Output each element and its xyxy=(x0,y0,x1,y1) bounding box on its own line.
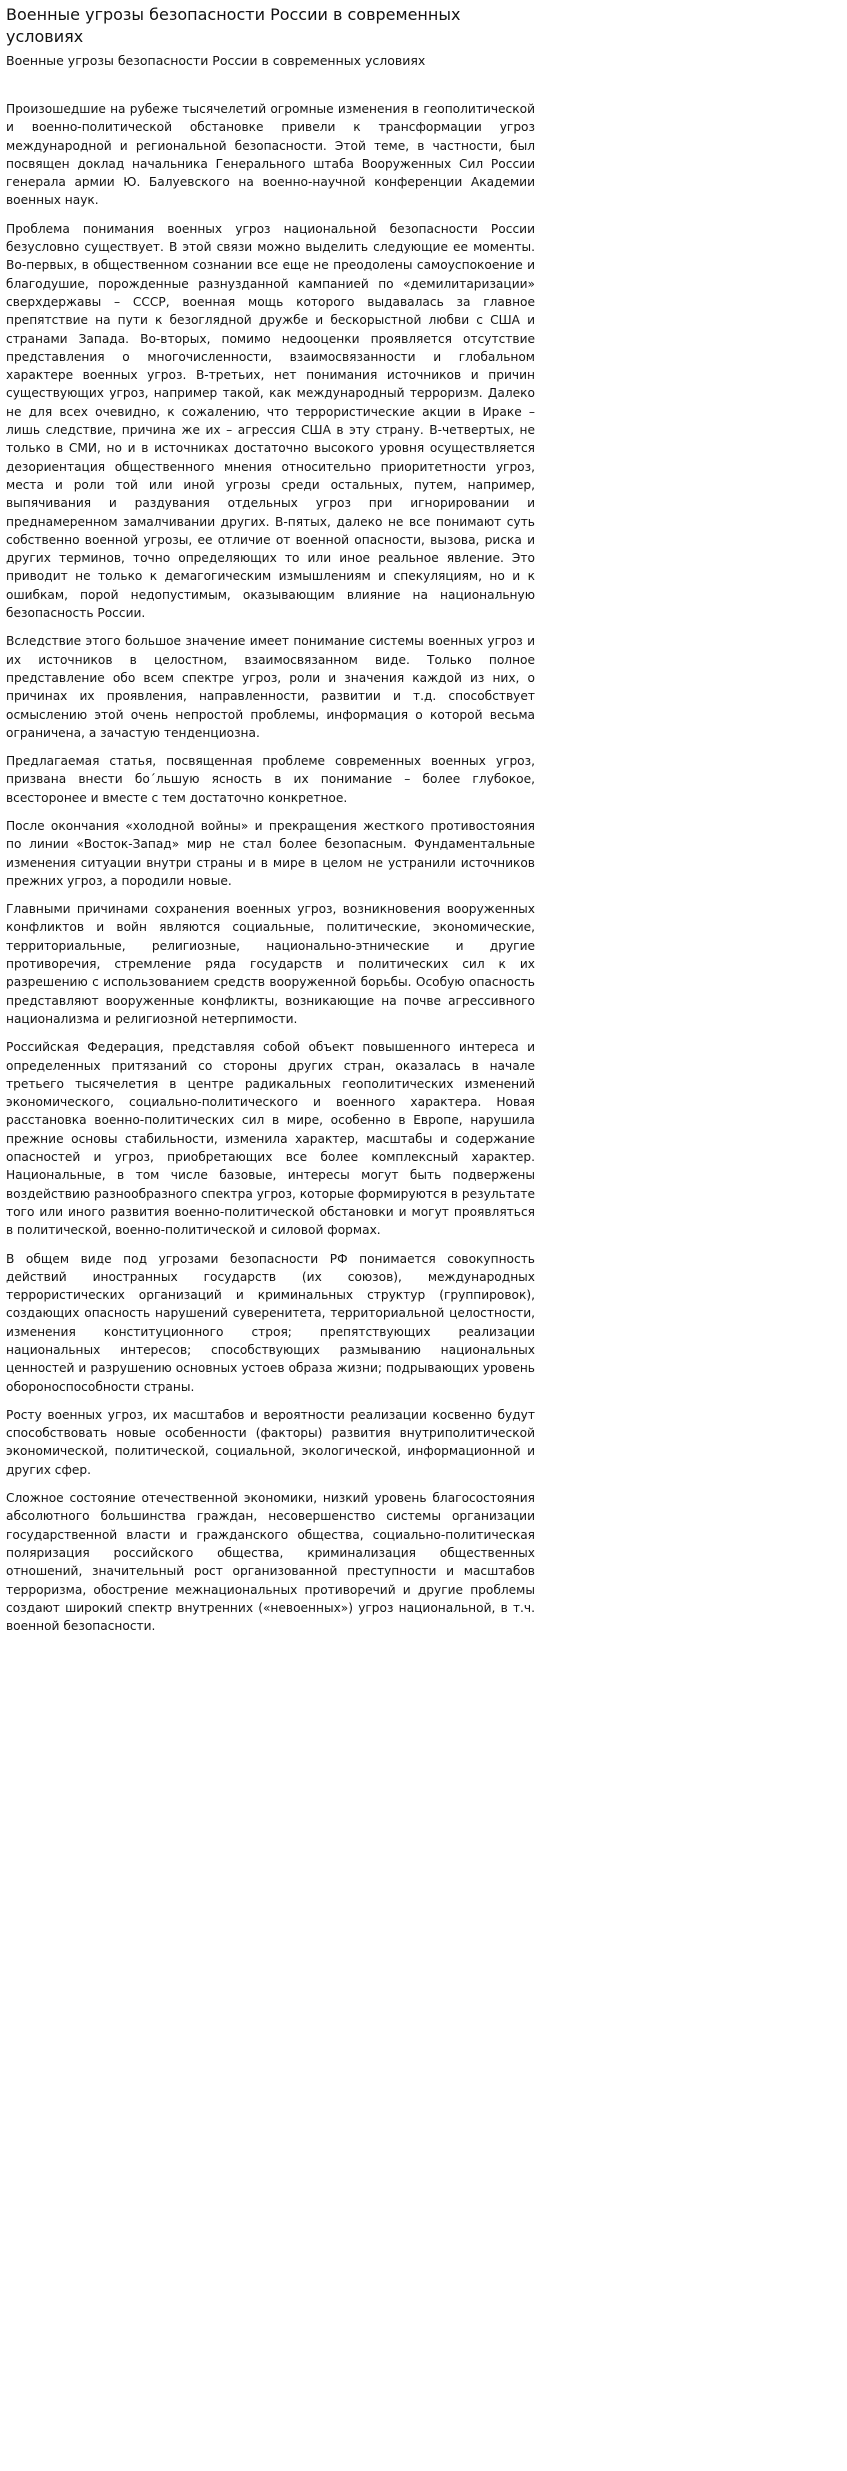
paragraph-10: Сложное состояние отечественной экономики, низкий уровень благосостояния абсолютного большинства граждан, несовершенство системы организации государственной власти и гражданского общества, социально-политическая поляризация российского общества, криминализация общественных отношений, значительный рост организованной преступности и масштабов терроризма, обострение межнациональных противоречий и другие проблемы создают широкий спектр внутренних («невоенных») угроз национальной, в т.ч. военной безопасности. xyxy=(6,1491,535,1634)
paragraph-9: Росту военных угроз, их масштабов и вероятности реализации косвенно будут способствовать новые особенности (факторы) развития внутриполитической экономической, политической, социальной, экологической, информационной и других сфер. xyxy=(6,1407,535,1477)
paragraph-5: После окончания «холодной войны» и прекращения жесткого противостояния по линии «Восток-Запад» мир не стал более безопасным. Фундаментальные изменения ситуации внутри страны и в мире в целом не устранили источников прежних угроз, а породили новые. xyxy=(6,818,535,888)
paragraph-3: Вследствие этого большое значение имеет понимание системы военных угроз и их источников в целостном, взаимосвязанном виде. Только полное представление обо всем спектре угроз, роли и значения каждой из них, о причинах их проявления, направленности, развитии и т.д. способствует осмыслению этой очень непростой проблемы, информация о которой весьма ограничена, а зачастую тенденциозна. xyxy=(6,634,535,740)
article xyxy=(0,0,541,1635)
paragraph-1: Произошедшие на рубеже тысячелетий огромные изменения в геополитической и военно-политической обстановке привели к трансформации угроз международной и региональной безопасности. Этой теме, в частности, был посвящен доклад начальника Генерального штаба Вооруженных Сил России генерала армии Ю. Балуевского на военно-научной конференции Академии военных наук. xyxy=(6,102,535,208)
page-title: Военные угрозы безопасности России в современных условиях xyxy=(6,5,461,46)
paragraph-4: Предлагаемая статья, посвященная проблеме современных военных угроз, призвана внести бо´льшую ясность в их понимание – более глубокое, всесторонее и вместе с тем достаточно конкретное. xyxy=(6,754,535,805)
paragraph-2: Проблема понимания военных угроз национальной безопасности России безусловно существует. В этой связи можно выделить следующие ее моменты. Во-первых, в общественном сознании все еще не преодолены самоуспокоение и благодушие, порожденные разнузданной кампанией по «демилитаризации» сверхдержавы – СССР, военная мощь которого выдавалась за главное препятствие на пути к безоглядной дружбе и бескорыстной любви с США и странами Запада. Во-вторых, помимо недооценки проявляется отсутствие представления о многочисленности, взаимосвязанности и глобальном характере военных угроз. В-третьих, нет понимания источников и причин существующих угроз, например такой, как международный терроризм. Далеко не для всех очевидно, к сожалению, что террористические акции в Ираке – лишь следствие, причина же их – агрессия США в эту страну. В-четвертых, не только в СМИ, но и в источниках достаточно высокого уровня осуществляется дезориентация общественного мнения относительно приоритетности угроз, места и роли той или иной угрозы среди остальных, путем, например, выпячивания и раздувания отдельных угроз при игнорировании и преднамеренном замалчивании других. В-пятых, далеко не все понимают суть собственно военной угрозы, ее отличие от военной опасности, вызова, риска и других терминов, точно определяющих то или иное реальное явление. Это приводит не только к демагогическим измышлениям и спекуляциям, но и к ошибкам, порой недопустимым, оказывающим влияние на национальную безопасность России. xyxy=(6,221,535,621)
page-subtitle: Военные угрозы безопасности России в современных условиях xyxy=(6,53,426,68)
paragraph-7: Российская Федерация, представляя собой объект повышенного интереса и определенных притязаний со стороны других стран, оказалась в начале третьего тысячелетия в центре радикальных геополитических изменений экономического, социально-политического и военного характера. Новая расстановка военно-политических сил в мире, особенно в Европе, нарушила прежние основы стабильности, изменила характер, масштабы и содержание опасностей и угроз, приобретающих все более комплексный характер. Национальные, в том числе базовые, интересы могут быть подвержены воздействию разнообразного спектра угроз, которые формируются в результате того или иного развития военно-политической обстановки и могут проявляться в политической, военно-политической и силовой формах. xyxy=(6,1040,535,1238)
paragraph-8: В общем виде под угрозами безопасности РФ понимается совокупность действий иностранных государств (их союзов), международных террористических организаций и криминальных структур (группировок), создающих опасность нарушений суверенитета, территориальной целостности, изменения конституционного строя; препятствующих реализации национальных интересов; способствующих размыванию национальных ценностей и разрушению основных устоев образа жизни; подрывающих уровень обороноспособности страны. xyxy=(6,1251,535,1394)
paragraph-6: Главными причинами сохранения военных угроз, возникновения вооруженных конфликтов и войн являются социальные, политические, экономические, территориальные, религиозные, национально-этнические и другие противоречия, стремление ряда государств и политических сил к их разрешению с использованием средств вооруженной борьбы. Особую опасность представляют вооруженные конфликты, возникающие на почве агрессивного национализма и религиозной нетерпимости. xyxy=(6,902,535,1026)
article-body xyxy=(6,100,535,1635)
